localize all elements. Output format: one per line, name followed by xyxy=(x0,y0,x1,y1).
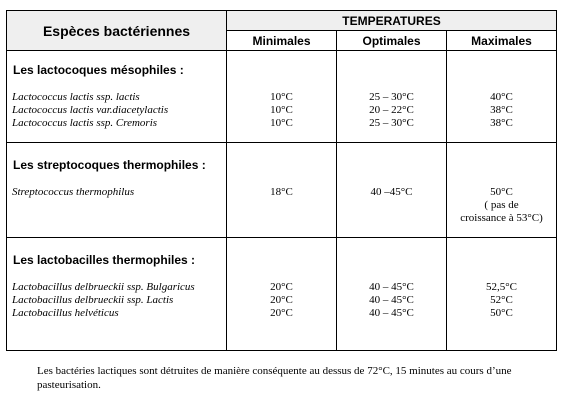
max-value: 40°C xyxy=(490,91,513,103)
max-cell xyxy=(447,238,557,351)
species-list xyxy=(7,91,226,130)
min-value: 10°C xyxy=(270,104,293,116)
group-row-lactocoques xyxy=(7,51,557,143)
header-minimales: Minimales xyxy=(227,31,337,51)
header-species: Espèces bactériennes xyxy=(7,11,227,51)
header-optimales: Optimales xyxy=(337,31,447,51)
opt-value: 40 –45°C xyxy=(370,186,413,198)
min-value: 20°C xyxy=(270,307,293,319)
group-species-cell xyxy=(7,238,227,351)
species-name: Lactobacillus delbrueckii ssp. Bulgaricus xyxy=(12,281,195,293)
max-value: 38°C xyxy=(490,117,513,129)
species-name: Lactococcus lactis var.diacetylactis xyxy=(12,104,169,116)
species-list xyxy=(7,281,226,320)
opt-value: 40 – 45°C xyxy=(369,294,414,306)
group-species-cell xyxy=(7,143,227,238)
min-value: 20°C xyxy=(270,294,293,306)
header-temperatures: TEMPERATURES xyxy=(227,11,557,31)
species-name: Lactococcus lactis ssp. Cremoris xyxy=(12,117,158,129)
group-title: Les lactocoques mésophiles : xyxy=(13,63,184,77)
opt-value: 25 – 30°C xyxy=(369,117,414,129)
min-value: 10°C xyxy=(270,117,293,129)
min-cell xyxy=(227,51,337,143)
species-name: Lactobacillus helvéticus xyxy=(12,307,119,319)
max-value: 38°C xyxy=(490,104,513,116)
max-value: 50°C xyxy=(490,307,513,319)
footnote: Les bactéries lactiques sont détruites de manière conséquente au dessus de 72°C, 15 minutes au cours d’une pasteurisation. xyxy=(37,365,512,391)
min-cell xyxy=(227,238,337,351)
max-value: 52°C xyxy=(490,294,513,306)
opt-cell xyxy=(337,238,447,351)
group-row-streptocoques xyxy=(7,143,557,238)
group-row-lactobacilles xyxy=(7,238,557,351)
max-cell xyxy=(447,143,557,238)
max-cell xyxy=(447,51,557,143)
opt-cell xyxy=(337,143,447,238)
min-value: 18°C xyxy=(270,186,293,198)
species-name: Streptococcus thermophilus xyxy=(12,186,135,198)
temperature-table xyxy=(6,10,557,351)
group-species-cell xyxy=(7,51,227,143)
max-note: croissance à 53°C) xyxy=(460,212,543,224)
opt-value: 25 – 30°C xyxy=(369,91,414,103)
max-value: 50°C xyxy=(490,186,513,198)
min-value: 10°C xyxy=(270,91,293,103)
opt-cell xyxy=(337,51,447,143)
opt-value: 20 – 22°C xyxy=(369,104,414,116)
opt-value: 40 – 45°C xyxy=(369,307,414,319)
min-value: 20°C xyxy=(270,281,293,293)
min-cell xyxy=(227,143,337,238)
species-name: Lactobacillus delbrueckii ssp. Lactis xyxy=(12,294,174,306)
group-title: Les lactobacilles thermophiles : xyxy=(13,253,196,267)
group-title: Les streptocoques thermophiles : xyxy=(13,158,206,172)
max-value: 52,5°C xyxy=(486,281,518,293)
header-maximales: Maximales xyxy=(447,31,557,51)
species-name: Lactococcus lactis ssp. lactis xyxy=(12,91,140,103)
max-note: ( pas de xyxy=(484,199,519,211)
species-list xyxy=(7,186,226,199)
opt-value: 40 – 45°C xyxy=(369,281,414,293)
